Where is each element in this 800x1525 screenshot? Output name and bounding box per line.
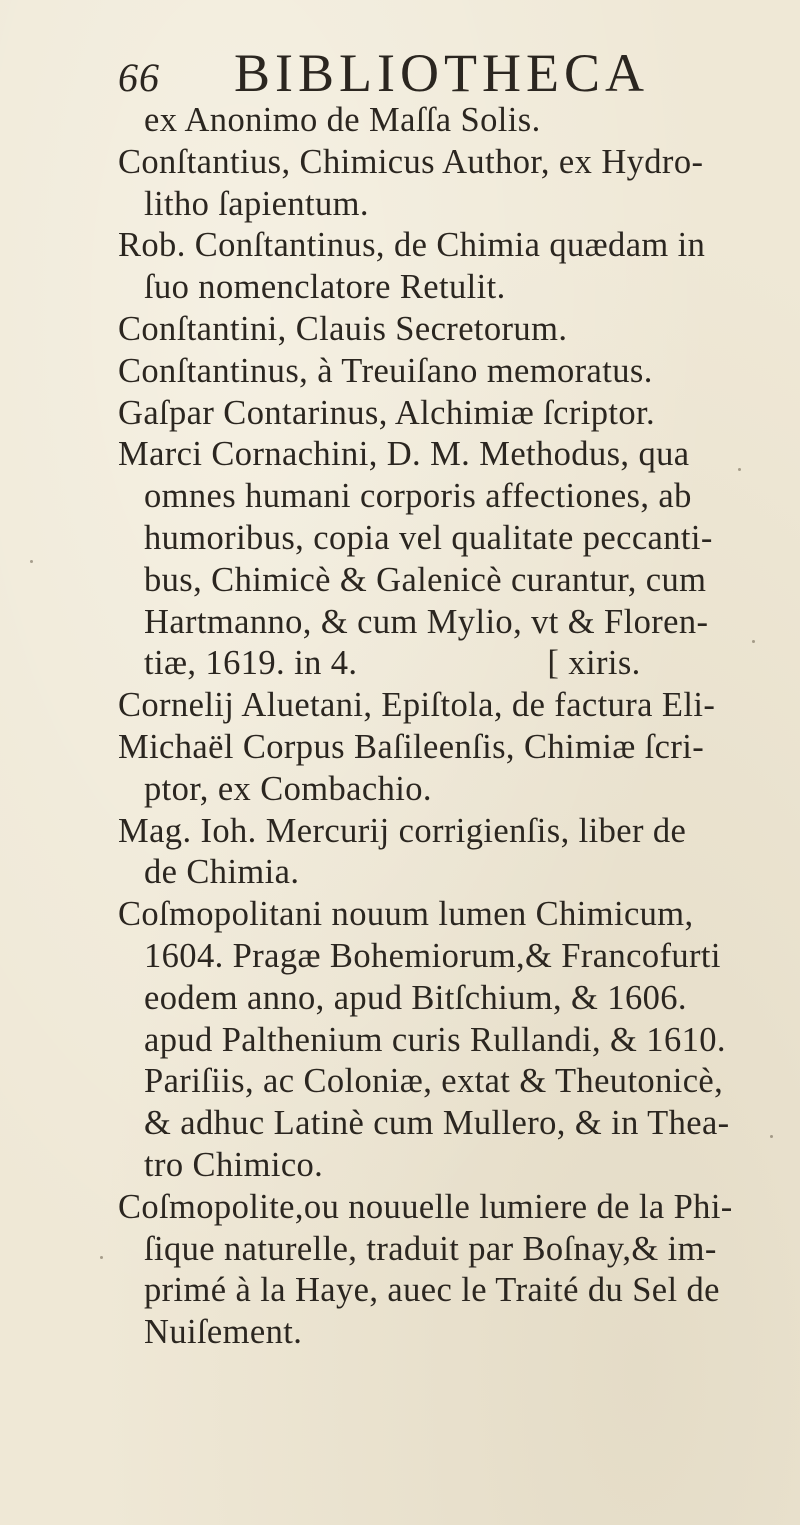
entry-line: & adhuc Latinè cum Mullero, & in Thea- [144, 1104, 730, 1143]
entry-line: Hartmanno, & cum Mylio, vt & Floren- [144, 602, 709, 641]
entry-line: ptor, ex Combachio. [144, 769, 432, 808]
entry-line: 1604. Pragæ Bohemiorum,& Francofurti [144, 936, 721, 975]
entry-line: Coſmopolite,ou nouuelle lumiere de la Phi- [118, 1187, 733, 1226]
ink-speck [770, 1135, 773, 1138]
entry-line: Mag. Ioh. Mercurij corrigienſis, liber de [118, 811, 687, 850]
catalog-entries [118, 100, 800, 1354]
entry-line: eodem anno, apud Bitſchium, & 1606. [144, 978, 687, 1017]
entry-line: Pariſiis, ac Coloniæ, extat & Theutonicè, [144, 1062, 724, 1101]
entry-line: Gaſpar Contarinus, Alchimiæ ſcriptor. [118, 393, 656, 432]
entry-line: ſique naturelle, traduit par Boſnay,& im- [144, 1229, 717, 1268]
entry-line: Nuiſement. [144, 1313, 303, 1352]
entry-line: de Chimia. [144, 853, 300, 892]
entry-line: humoribus, copia vel qualitate peccanti- [144, 518, 713, 557]
entry-line [118, 643, 800, 685]
page-number: 66 [118, 55, 160, 100]
ink-speck [752, 640, 755, 643]
entry-line: Cornelij Aluetani, Epiſtola, de factura Eli- [118, 686, 716, 725]
entry-line: Marci Cornachini, D. M. Methodus, qua [118, 435, 690, 474]
entry-line: Conſtantius, Chimicus Author, ex Hydro- [118, 142, 704, 181]
entry-line: ſuo nomenclatore Retulit. [144, 268, 506, 307]
entry-line: Conſtantinus, à Treuiſano memoratus. [118, 351, 653, 390]
entry-line-text: tiæ, 1619. in 4. [144, 644, 358, 683]
entry-line: Rob. Conſtantinus, de Chimia quædam in [118, 226, 706, 265]
entry-line: omnes humani corporis affectiones, ab [144, 477, 692, 516]
entry-line: bus, Chimicè & Galenicè curantur, cum [144, 560, 707, 599]
ink-speck [30, 560, 33, 563]
entry-line: Coſmopolitani nouum lumen Chimicum, [118, 895, 694, 934]
entry-line: apud Palthenium curis Rullandi, & 1610. [144, 1020, 726, 1059]
entry-line: tro Chimico. [144, 1145, 324, 1184]
entry-line: litho ſapientum. [144, 184, 369, 223]
entry-line: ex Anonimo de Maſſa Solis. [144, 101, 541, 139]
page-header [118, 42, 649, 102]
entry-line: Conſtantini, Clauis Secretorum. [118, 309, 568, 348]
running-head: BIBLIOTHECA [234, 43, 649, 103]
entry-line: primé à la Haye, auec le Traité du Sel de [144, 1271, 720, 1310]
ink-speck [738, 468, 741, 471]
ink-speck [100, 1256, 103, 1259]
turnover-tail: [ xiris. [547, 644, 641, 683]
entry-line: Michaël Corpus Baſileenſis, Chimiæ ſcri- [118, 727, 705, 766]
